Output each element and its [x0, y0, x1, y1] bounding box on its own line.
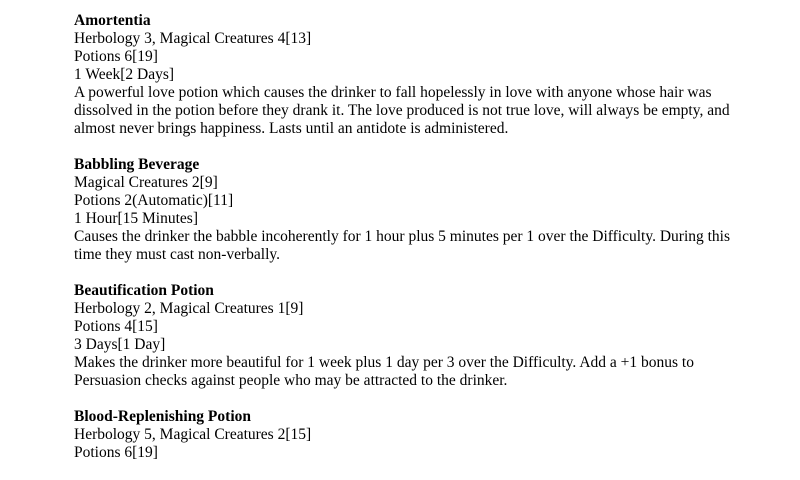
potion-ingredients: Herbology 3, Magical Creatures 4[13] — [74, 30, 312, 47]
potion-brew-time: 1 Week[2 Days] — [74, 66, 175, 83]
potion-brew-time: 1 Hour[15 Minutes] — [74, 210, 198, 227]
potion-skill: Potions 4[15] — [74, 318, 158, 335]
potion-entry-blood-replenishing-potion — [74, 408, 734, 462]
potion-skill: Potions 6[19] — [74, 444, 158, 461]
potion-title: Amortentia — [74, 12, 151, 29]
potion-title: Babbling Beverage — [74, 156, 200, 173]
potion-description: Causes the drinker the babble incoherently for 1 hour plus 5 minutes per 1 over the Difficulty. During this time they must cast non-verbally. — [74, 228, 731, 263]
potion-brew-time: 3 Days[1 Day] — [74, 336, 166, 353]
potion-entry-beautification-potion — [74, 282, 734, 390]
potion-ingredients: Herbology 5, Magical Creatures 2[15] — [74, 426, 312, 443]
potion-skill: Potions 6[19] — [74, 48, 158, 65]
potion-entry-amortentia — [74, 12, 734, 138]
potion-skill: Potions 2(Automatic)[11] — [74, 192, 234, 209]
potion-title: Blood-Replenishing Potion — [74, 408, 251, 425]
potion-ingredients: Magical Creatures 2[9] — [74, 174, 218, 191]
potion-description: Makes the drinker more beautiful for 1 week plus 1 day per 3 over the Difficulty. Add a +1 bonus to Persuasion checks against people who may be attracted to the drinker. — [74, 354, 694, 389]
potion-entry-babbling-beverage — [74, 156, 734, 264]
potion-title: Beautification Potion — [74, 282, 214, 299]
potion-description: A powerful love potion which causes the drinker to fall hopelessly in love with anyone whose hair was dissolved in the potion before they drank it. The love produced is not true love, will always be empty, and almost never brings happiness. Lasts until an antidote is administered. — [74, 84, 730, 137]
potion-list — [74, 12, 734, 480]
potion-ingredients: Herbology 2, Magical Creatures 1[9] — [74, 300, 304, 317]
